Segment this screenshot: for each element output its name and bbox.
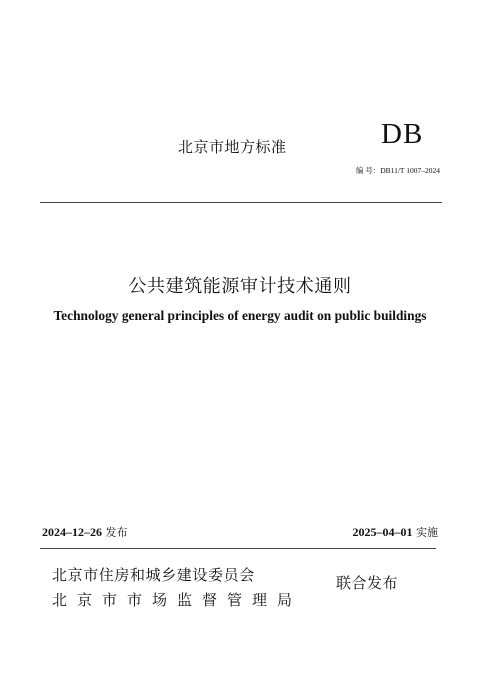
footer-divider	[40, 548, 436, 549]
issue-date-label: 发布	[105, 526, 128, 539]
title-english: Technology general principles of energy audit on public buildings	[53, 308, 427, 323]
standard-mark: DB	[381, 118, 424, 150]
implementation-date-label: 实施	[416, 526, 438, 539]
implementation-date	[353, 524, 439, 540]
issue-date-value: 2024–12–26	[42, 525, 102, 539]
title-chinese: 公共建筑能源审计技术通则	[128, 276, 352, 297]
implementation-date-value: 2025–04–01	[352, 525, 413, 539]
standard-type: 北京市地方标准	[178, 138, 287, 156]
standard-number: 编 号：DB11/T 1007–2024	[355, 166, 440, 175]
issuer-housing-commission: 北京市住房和城乡建设委员会	[52, 566, 255, 584]
joint-issue-label: 联合发布	[336, 574, 399, 592]
issuer-market-supervision: 北京市市场监督管理局	[52, 591, 303, 609]
issue-date	[42, 524, 128, 540]
header-divider	[40, 202, 442, 203]
